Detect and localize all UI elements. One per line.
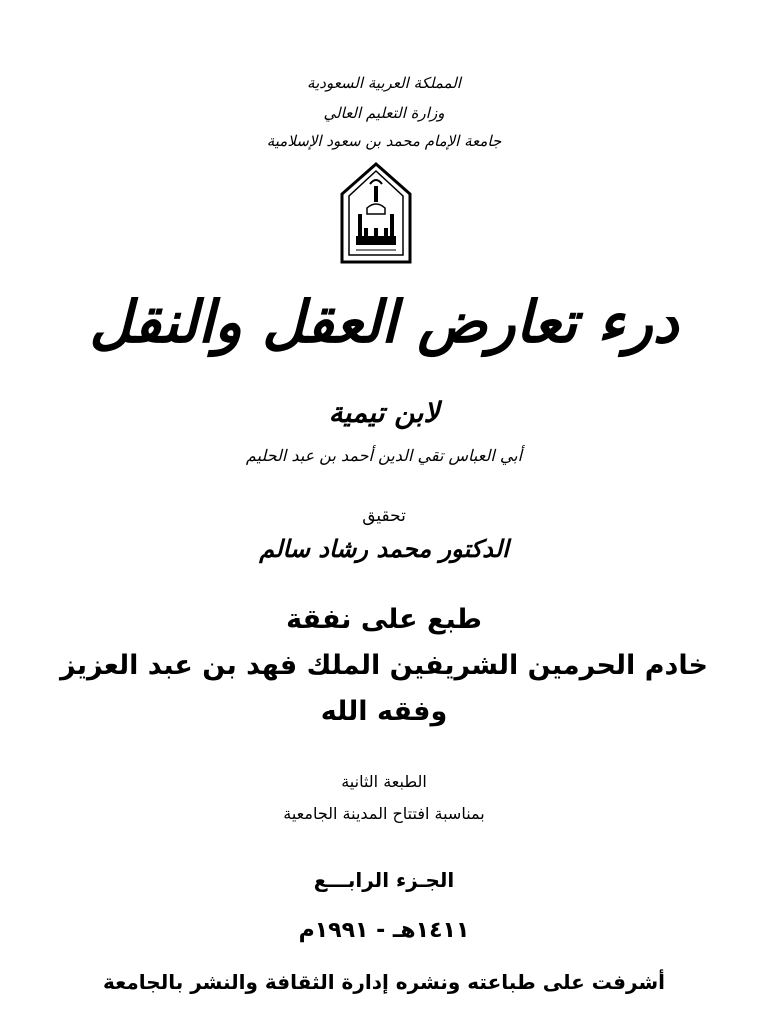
publisher-note: أشرفت على طباعته ونشره إدارة الثقافة والنشر بالجامعة xyxy=(102,970,665,994)
edition-number: الطبعة الثانية xyxy=(341,772,427,791)
publication-date: ١٤١١هـ - ١٩٩١م xyxy=(298,918,470,943)
sponsor-line-1: طبع على نفقة xyxy=(286,604,482,635)
author-full-name: أبي العباس تقي الدين أحمد بن عبد الحليم xyxy=(245,446,523,465)
sponsor-line-3: وفقه الله xyxy=(320,696,448,727)
volume-label: الجـزء الرابـــع xyxy=(313,868,455,892)
university-name: جامعة الإمام محمد بن سعود الإسلامية xyxy=(266,132,502,150)
edition-occasion: بمناسبة افتتاح المدينة الجامعية xyxy=(283,804,485,823)
author-short-name: لابن تيمية xyxy=(328,396,440,429)
editor-name: الدكتور محمد رشاد سالم xyxy=(259,534,509,563)
editor-label: تحقيق xyxy=(362,506,406,526)
kingdom-name: المملكة العربية السعودية xyxy=(307,74,461,92)
book-title: درء تعارض العقل والنقل xyxy=(89,288,679,356)
university-emblem-icon xyxy=(340,162,412,264)
ministry-name: وزارة التعليم العالي xyxy=(323,104,445,122)
sponsor-line-2: خادم الحرمين الشريفين الملك فهد بن عبد العزيز xyxy=(60,650,708,681)
